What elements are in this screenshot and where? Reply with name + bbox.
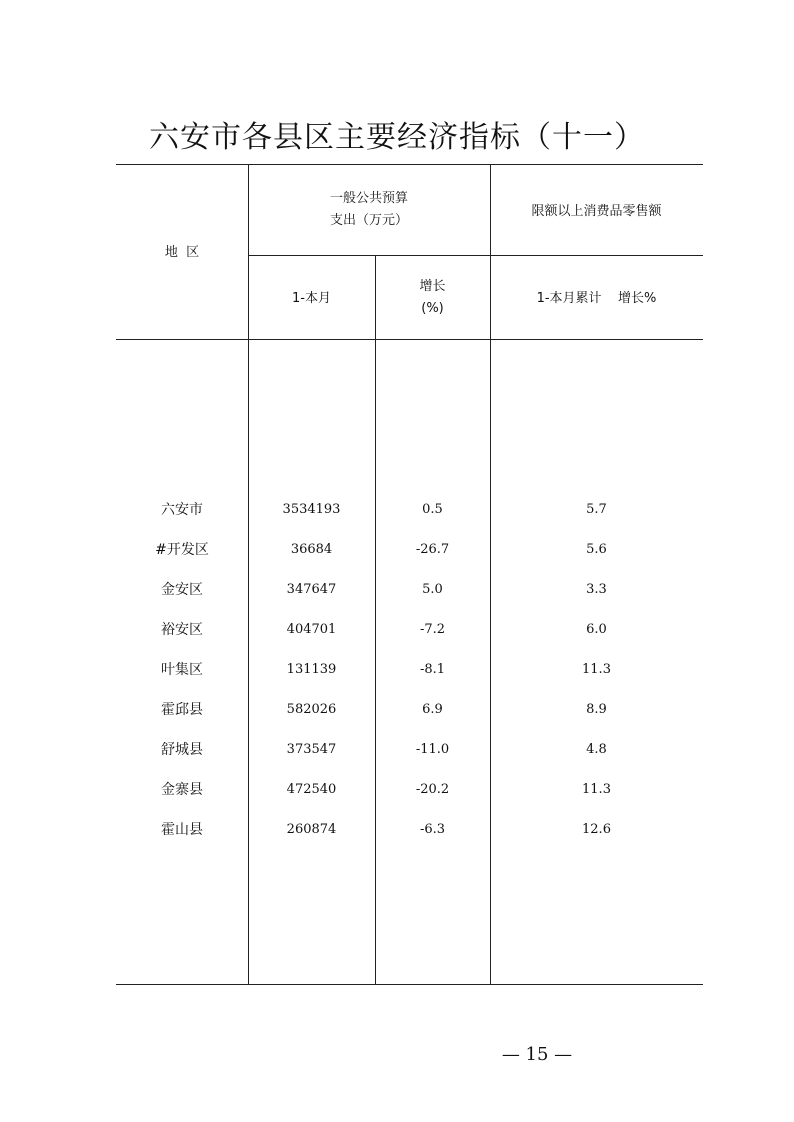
row-region: 霍山县: [161, 822, 203, 838]
indicator-table: [116, 164, 703, 985]
row-retail-growth: 11.3: [582, 782, 611, 797]
header-growth-line2: (%): [421, 301, 444, 316]
row-retail-growth: 4.8: [586, 742, 607, 757]
row-region: 舒城县: [161, 742, 203, 758]
header-budget-cumulative: 1-本月: [292, 291, 331, 306]
row-growth: 0.5: [422, 502, 443, 517]
row-growth: -8.1: [419, 662, 446, 677]
row-region: 裕安区: [161, 622, 203, 638]
row-retail-growth: 8.9: [586, 702, 607, 717]
row-growth: -6.3: [419, 822, 446, 837]
row-budget: 404701: [286, 622, 337, 637]
row-budget: 36684: [290, 542, 333, 557]
row-region: 霍邱县: [161, 702, 203, 718]
header-mid-rule: [248, 255, 703, 256]
row-retail-growth: 3.3: [586, 582, 607, 597]
header-growth-line1: 增长: [419, 279, 446, 294]
table-top-rule: [116, 164, 703, 165]
row-region: 六安市: [161, 502, 203, 518]
row-growth: -11.0: [415, 742, 450, 757]
row-region: 金寨县: [161, 782, 203, 798]
row-growth: 6.9: [422, 702, 443, 717]
page-number: — 15 —: [501, 1044, 573, 1065]
row-growth: 5.0: [422, 582, 443, 597]
row-growth: -20.2: [415, 782, 450, 797]
header-budget-group: [248, 188, 490, 232]
row-budget: 582026: [286, 702, 337, 717]
row-region: #开发区: [155, 542, 209, 558]
row-retail-growth: 5.7: [586, 502, 607, 517]
header-budget-growth: [375, 276, 490, 320]
header-retail-sub: 1-本月累计 增长%: [536, 291, 657, 306]
row-budget: 3534193: [282, 502, 341, 517]
header-retail-group: 限额以上消费品零售额: [531, 204, 662, 219]
row-budget: 260874: [286, 822, 337, 837]
row-retail-growth: 11.3: [582, 662, 611, 677]
header-budget-line2: 支出（万元）: [329, 213, 408, 228]
row-budget: 347647: [286, 582, 337, 597]
header-budget-line1: 一般公共预算: [329, 191, 408, 206]
row-growth: -26.7: [415, 542, 450, 557]
page-title: 六安市各县区主要经济指标（十一）: [149, 120, 645, 155]
row-budget: 131139: [286, 662, 337, 677]
row-region: 金安区: [161, 582, 203, 598]
row-budget: 373547: [286, 742, 337, 757]
row-growth: -7.2: [419, 622, 446, 637]
header-region: 地 区: [164, 245, 200, 260]
header-bottom-rule: [116, 339, 703, 340]
row-retail-growth: 5.6: [586, 542, 607, 557]
row-budget: 472540: [286, 782, 337, 797]
table-bottom-rule: [116, 984, 703, 985]
row-retail-growth: 6.0: [586, 622, 607, 637]
row-retail-growth: 12.6: [582, 822, 611, 837]
row-region: 叶集区: [161, 662, 203, 678]
